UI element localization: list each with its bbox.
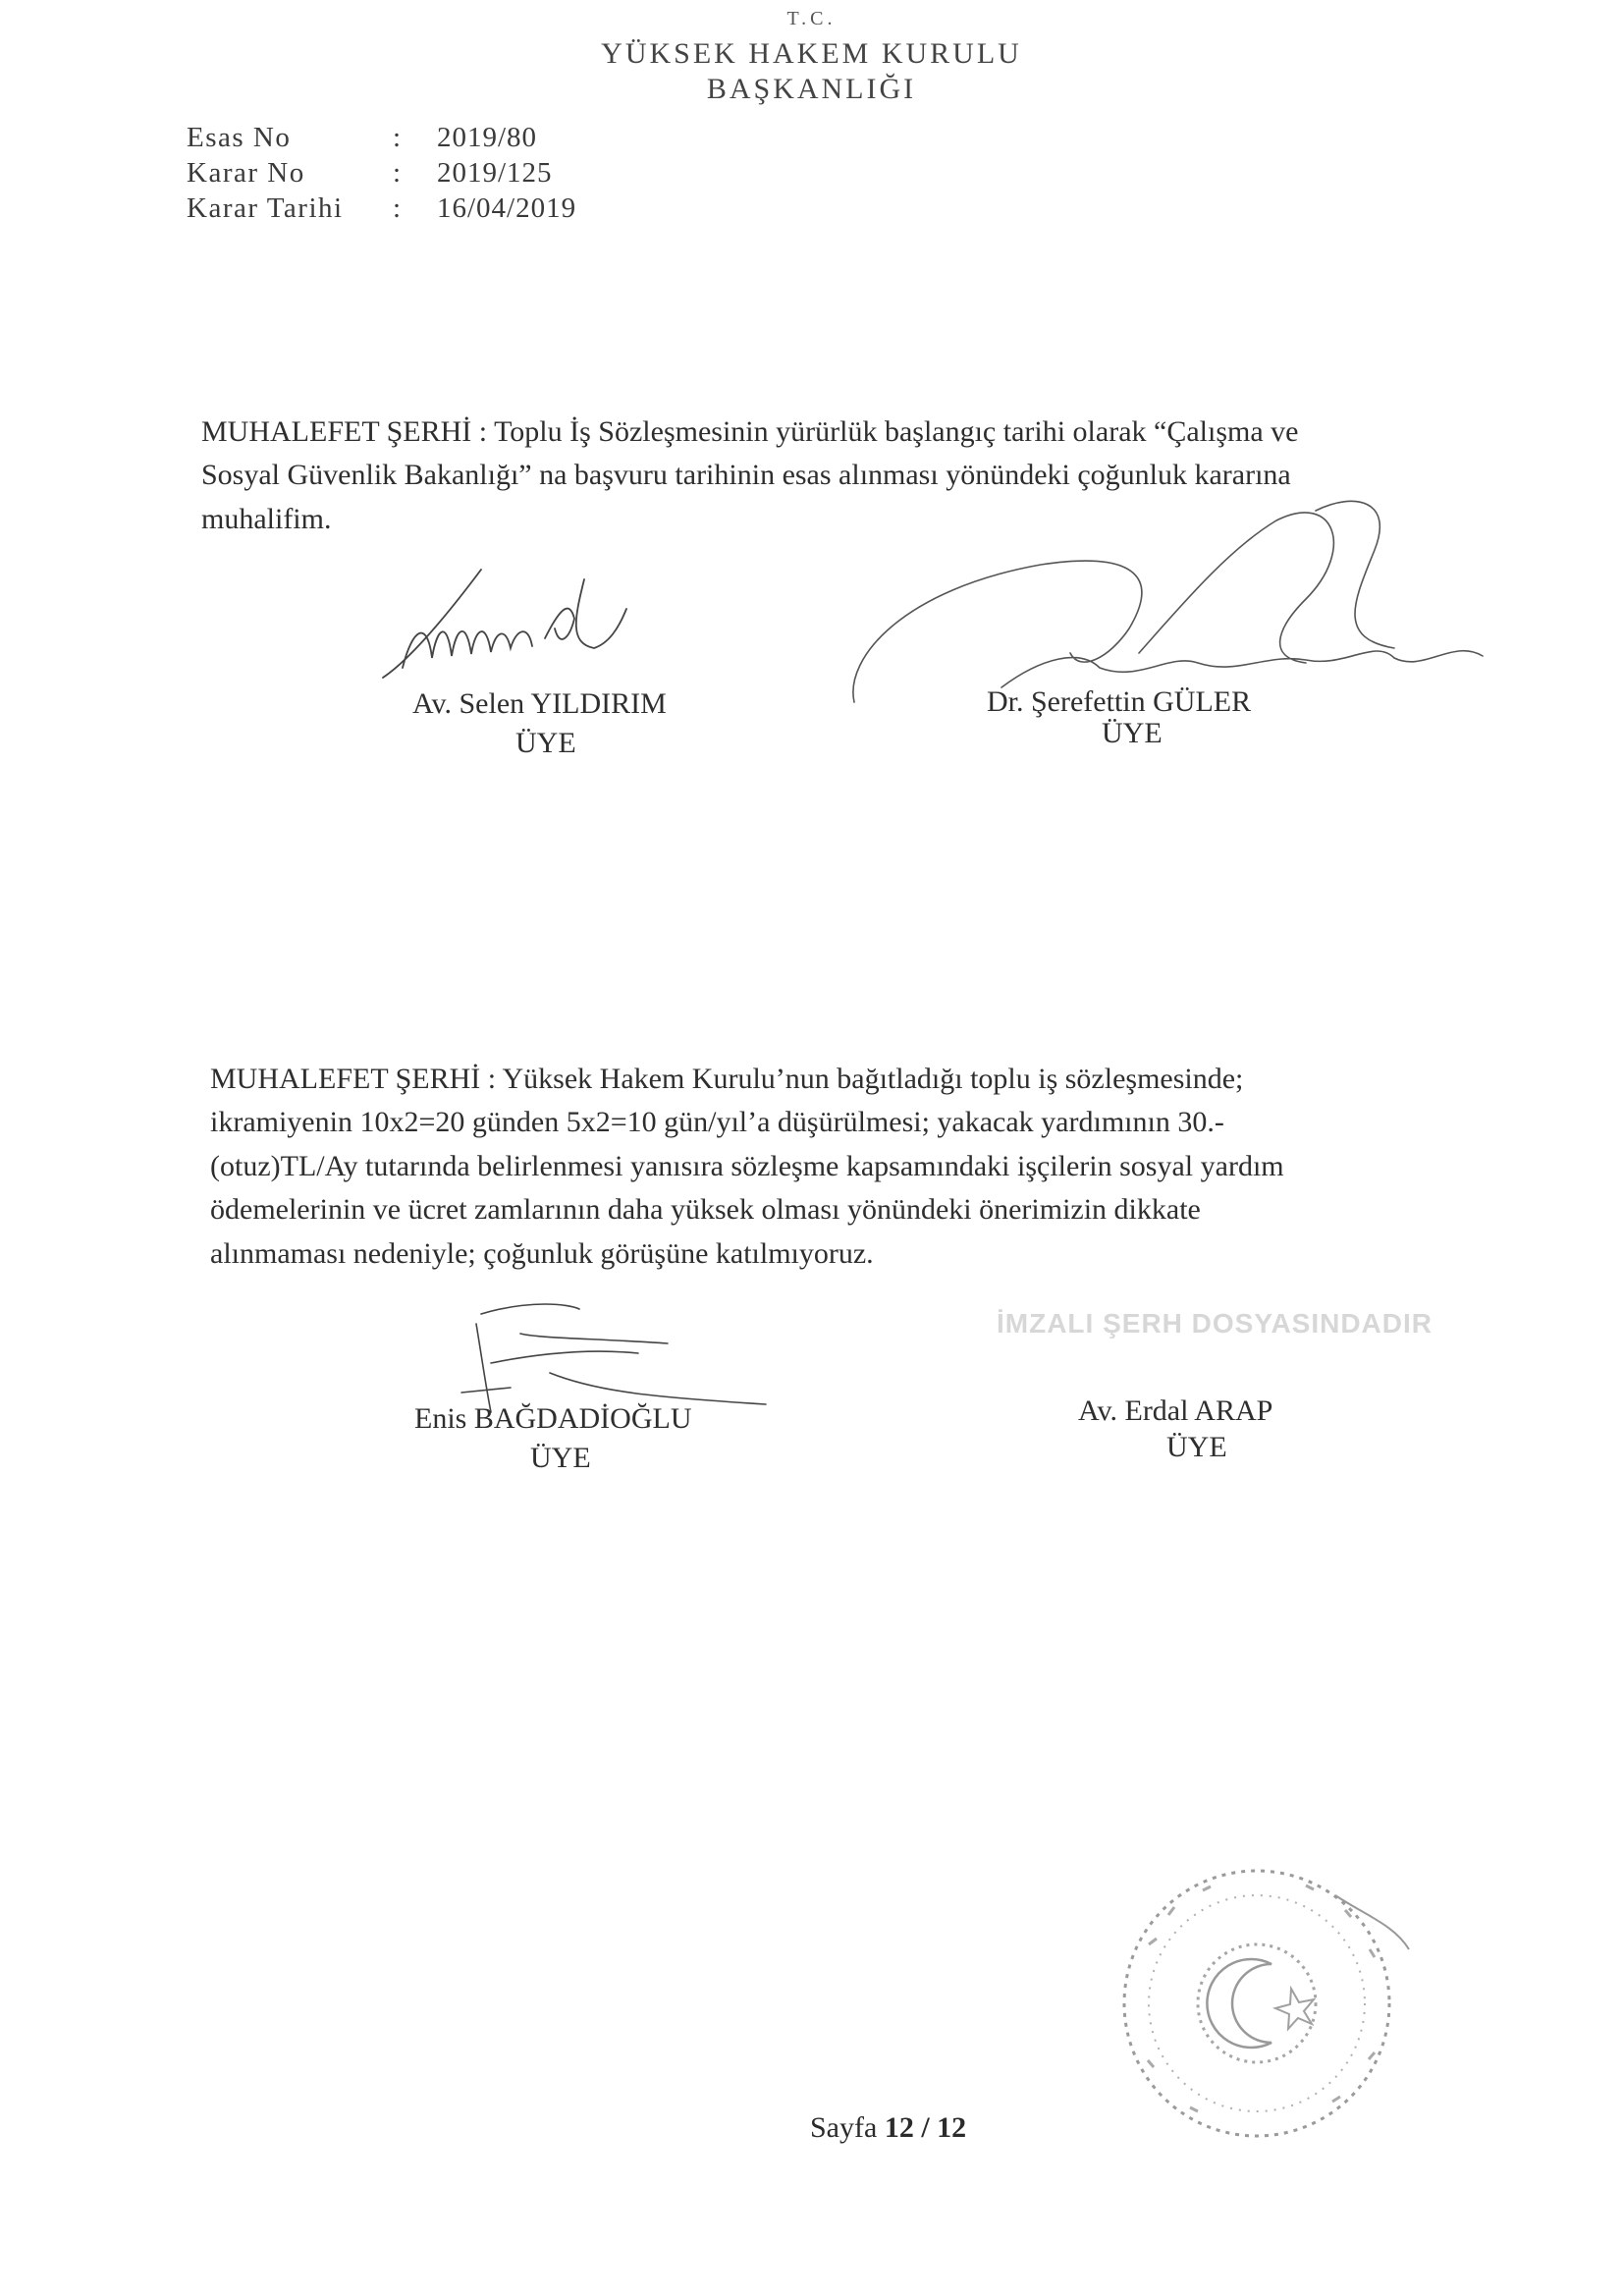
page-number bbox=[810, 2111, 966, 2145]
dissent-2-line: ikramiyenin 10x2=20 günden 5x2=10 gün/yıl’a düşürülmesi; yakacak yardımının 30.- bbox=[210, 1106, 1224, 1139]
page-prefix: Sayfa bbox=[810, 2111, 878, 2144]
signatory-role: ÜYE bbox=[530, 1442, 591, 1474]
signature-yildirim bbox=[373, 550, 707, 697]
official-seal-icon bbox=[1109, 1856, 1424, 2151]
dissent-2-line: ödemelerinin ve ücret zamlarının daha yüksek olması yönündeki önerimizin dikkate bbox=[210, 1193, 1201, 1227]
dissent-2-text bbox=[210, 1058, 1284, 1276]
meta-value: 16/04/2019 bbox=[437, 192, 577, 224]
meta-colon: : bbox=[393, 122, 402, 153]
signatory-name: Enis BAĞDADİOĞLU bbox=[414, 1402, 692, 1435]
institution-title: YÜKSEK HAKEM KURULU bbox=[601, 37, 1022, 70]
meta-label: Karar No bbox=[187, 157, 305, 189]
meta-value: 2019/125 bbox=[437, 157, 553, 189]
signatory-role: ÜYE bbox=[1102, 717, 1163, 749]
signatory-role: ÜYE bbox=[1166, 1431, 1227, 1463]
signature-guler bbox=[844, 491, 1551, 717]
dissent-1-line: Sosyal Güvenlik Bakanlığı” na başvuru tarihinin esas alınması yönündeki çoğunluk kararına bbox=[201, 459, 1291, 492]
meta-value: 2019/80 bbox=[437, 122, 538, 153]
meta-colon: : bbox=[393, 157, 402, 189]
page-separator: / bbox=[921, 2111, 930, 2144]
dissent-2-line: MUHALEFET ŞERHİ : Yüksek Hakem Kurulu’nun bağıtladığı toplu iş sözleşmesinde; bbox=[210, 1063, 1244, 1095]
dissent-1-line: MUHALEFET ŞERHİ : Toplu İş Sözleşmesinin yürürlük başlangıç tarihi olarak “Çalışma ve bbox=[201, 415, 1299, 448]
signatory-name: Av. Selen YILDIRIM bbox=[412, 687, 667, 720]
signatory-role: ÜYE bbox=[515, 727, 576, 759]
dissent-2-line: alınmaması nedeniyle; çoğunluk görüşüne katılmıyoruz. bbox=[210, 1236, 874, 1270]
page-current: 12 bbox=[884, 2111, 914, 2144]
page-total: 12 bbox=[937, 2111, 967, 2144]
institution-subtitle: BAŞKANLIĞI bbox=[706, 73, 917, 105]
meta-label: Esas No bbox=[187, 122, 292, 153]
dissent-2-line: (otuz)TL/Ay tutarında belirlenmesi yanısıra sözleşme kapsamındaki işçilerin sosyal yardım bbox=[210, 1149, 1284, 1182]
signatory-name: Av. Erdal ARAP bbox=[1078, 1394, 1273, 1427]
signatory-name: Dr. Şerefettin GÜLER bbox=[987, 685, 1252, 718]
header-tc: T.C. bbox=[786, 8, 837, 29]
dissent-1-line: muhalifim. bbox=[201, 502, 332, 535]
meta-colon: : bbox=[393, 192, 402, 224]
signed-dissent-stamp-note: İMZALI ŞERH DOSYASINDADIR bbox=[997, 1308, 1434, 1339]
meta-label: Karar Tarihi bbox=[187, 192, 344, 224]
